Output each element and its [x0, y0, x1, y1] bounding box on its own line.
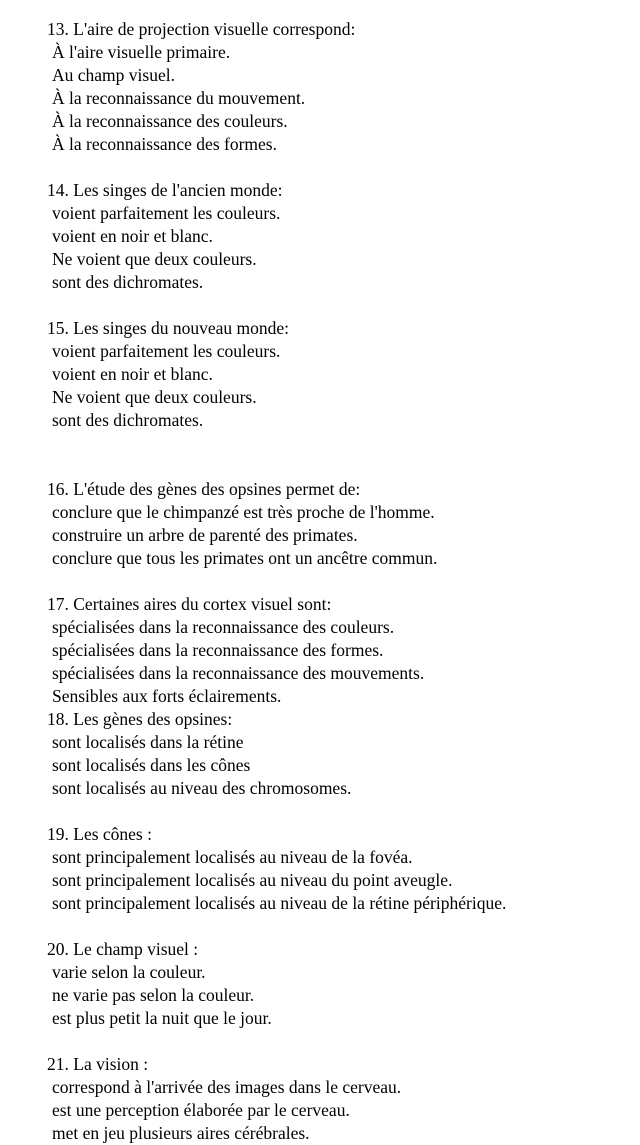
option-item: sont localisés dans les cônes — [52, 755, 251, 775]
question-title: 16. L'étude des gènes des opsines permet de: — [47, 479, 361, 499]
question-spacer — [0, 294, 640, 317]
option-item: conclure que tous les primates ont un ancêtre commun. — [52, 548, 438, 568]
option-item: sont localisés dans la rétine — [52, 732, 244, 752]
question-title: 18. Les gènes des opsines: — [47, 709, 233, 729]
question-21 — [0, 1053, 640, 1145]
option-item: sont principalement localisés au niveau de la fovéa. — [52, 847, 413, 867]
option-list — [0, 202, 640, 294]
document-page — [0, 18, 640, 1145]
question-spacer — [0, 800, 640, 823]
option-item: Ne voient que deux couleurs. — [52, 249, 257, 269]
option-item: est plus petit la nuit que le jour. — [52, 1008, 272, 1028]
option-item: sont principalement localisés au niveau du point aveugle. — [52, 870, 453, 890]
option-item: Au champ visuel. — [52, 65, 175, 85]
option-list — [0, 501, 640, 570]
question-spacer — [0, 570, 640, 593]
option-item: ne varie pas selon la couleur. — [52, 985, 255, 1005]
option-item: voient en noir et blanc. — [52, 226, 213, 246]
option-item: À la reconnaissance des formes. — [52, 134, 277, 154]
question-spacer — [0, 156, 640, 179]
question-20 — [0, 938, 640, 1030]
option-item: conclure que le chimpanzé est très proche de l'homme. — [52, 502, 435, 522]
option-item: voient parfaitement les couleurs. — [52, 341, 281, 361]
question-14 — [0, 179, 640, 294]
question-title: 14. Les singes de l'ancien monde: — [47, 180, 283, 200]
option-item: voient parfaitement les couleurs. — [52, 203, 281, 223]
option-item: À l'aire visuelle primaire. — [52, 42, 231, 62]
option-item: met en jeu plusieurs aires cérébrales. — [52, 1123, 310, 1143]
question-title: 17. Certaines aires du cortex visuel sont: — [47, 594, 332, 614]
question-15 — [0, 317, 640, 432]
option-list — [0, 961, 640, 1030]
question-13 — [0, 18, 640, 156]
option-item: sont des dichromates. — [52, 410, 204, 430]
option-item: varie selon la couleur. — [52, 962, 206, 982]
option-item: spécialisées dans la reconnaissance des couleurs. — [52, 617, 395, 637]
option-list — [0, 616, 640, 708]
question-title: 21. La vision : — [47, 1054, 149, 1074]
option-list — [0, 1076, 640, 1145]
question-title: 15. Les singes du nouveau monde: — [47, 318, 290, 338]
option-item: À la reconnaissance du mouvement. — [52, 88, 306, 108]
question-17 — [0, 593, 640, 708]
option-list — [0, 731, 640, 800]
option-item: Sensibles aux forts éclairements. — [52, 686, 282, 706]
option-item: correspond à l'arrivée des images dans le cerveau. — [52, 1077, 402, 1097]
question-title: 13. L'aire de projection visuelle correspond: — [47, 19, 356, 39]
option-list — [0, 340, 640, 432]
option-item: spécialisées dans la reconnaissance des mouvements. — [52, 663, 425, 683]
option-item: Ne voient que deux couleurs. — [52, 387, 257, 407]
question-16 — [0, 478, 640, 570]
option-item: est une perception élaborée par le cerveau. — [52, 1100, 350, 1120]
question-18 — [0, 708, 640, 800]
question-spacer — [0, 915, 640, 938]
option-item: sont principalement localisés au niveau de la rétine périphérique. — [52, 893, 507, 913]
question-title: 20. Le champ visuel : — [47, 939, 199, 959]
question-title: 19. Les cônes : — [47, 824, 152, 844]
option-item: construire un arbre de parenté des primates. — [52, 525, 358, 545]
question-spacer — [0, 432, 640, 478]
question-19 — [0, 823, 640, 915]
option-item: sont des dichromates. — [52, 272, 204, 292]
option-list — [0, 41, 640, 156]
option-item: sont localisés au niveau des chromosomes. — [52, 778, 352, 798]
question-spacer — [0, 1030, 640, 1053]
option-item: voient en noir et blanc. — [52, 364, 213, 384]
option-item: À la reconnaissance des couleurs. — [52, 111, 288, 131]
option-list — [0, 846, 640, 915]
option-item: spécialisées dans la reconnaissance des formes. — [52, 640, 384, 660]
